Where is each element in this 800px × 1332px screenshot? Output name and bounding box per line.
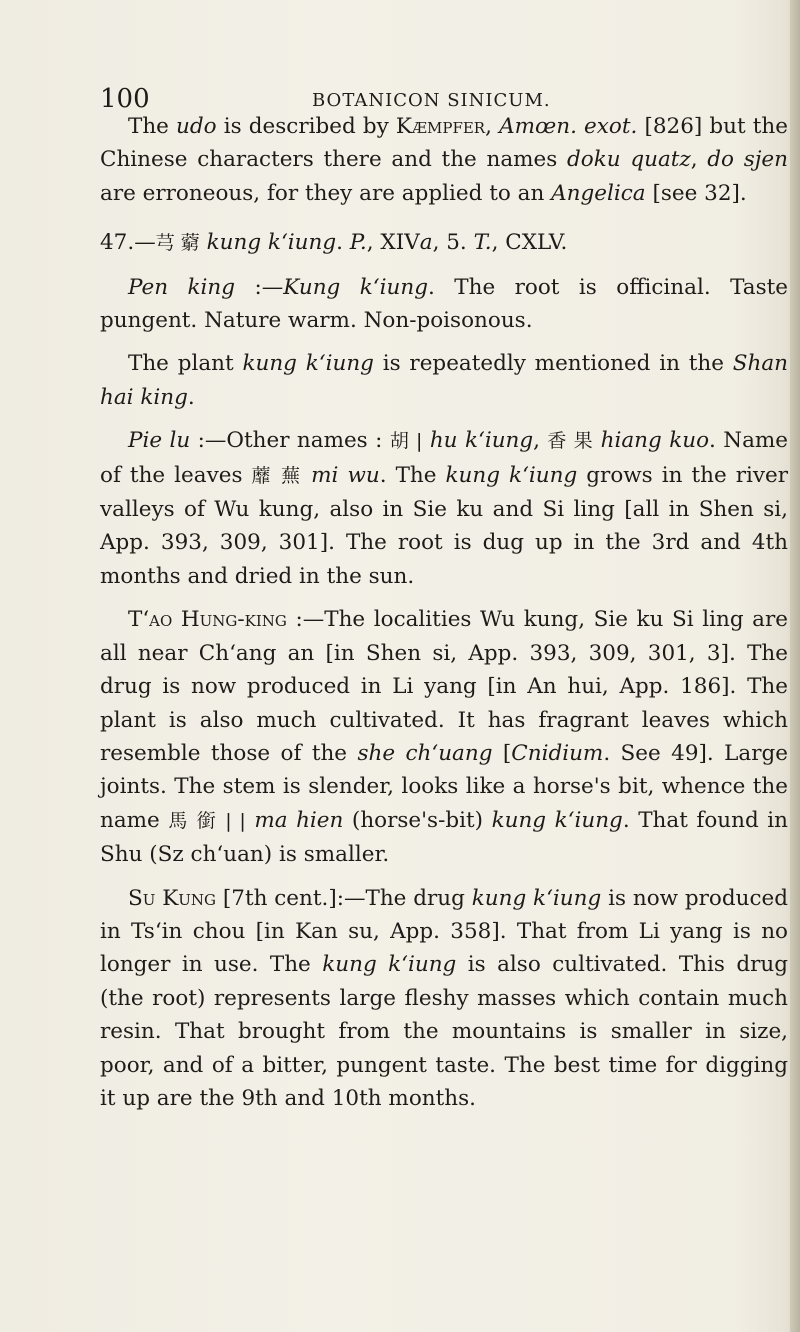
page-edge-shadow bbox=[790, 0, 800, 1332]
paragraph-pen-king: Pen king :—Kung k‘iung. The root is officinal. Taste pungent. Nature warm. Non-poisonous. bbox=[100, 274, 789, 334]
paragraph-udo: The udo is described by Kæmpfer, Amœn. exot. [826] but the Chinese characters there and the names doku quatz, do sjen are erroneous, for they are applied to an Angelica [see 32]. bbox=[100, 114, 789, 206]
chinese-characters: 芎 藭 bbox=[155, 232, 200, 255]
running-head: BOTANICON SINICUM. bbox=[312, 90, 551, 111]
body-text bbox=[100, 110, 788, 1115]
entry-47-heading: 47.—芎 藭 kung k‘iung. P., XIVa, 5. T., CXLV. bbox=[100, 230, 568, 256]
paragraph-tao-hung-king: T‘ao Hung-king :—The localities Wu kung, Sie ku Si ling are all near Ch‘ang an [in Shen si, App. 393, 309, 301, 3]. The drug is now produced in Li yang [in An hui, App. 186]. The plant is also much cultivated. It has fragrant leaves which resemble those of the she ch‘uang [Cnidium. See 49]. Large joints. The stem is slender, looks like a horse's bit, whence the name 馬 銜 | | ma hien (horse's-bit) kung k‘iung. That found in Shu (Sz ch‘uan) is smaller. bbox=[100, 607, 789, 868]
paragraph-pie-lu: Pie lu :—Other names : 胡 | hu k‘iung, 香 果 hiang kuo. Name of the leaves 蘼 蕪 mi wu. The kung k‘iung grows in the river valleys of Wu kung, also in Sie ku and Si ling [all in Shen si, App. 393, 309, 301]. The root is dug up in the 3rd and 4th months and dried in the sun. bbox=[100, 428, 789, 589]
paragraph-su-kung: Su Kung [7th cent.]:—The drug kung k‘iung is now produced in Ts‘in chou [in Kan su, App. 358]. That from Li yang is no longer in use. The kung k‘iung is also cultivated. This drug (the root) represents large fleshy masses which contain much resin. That brought from the mountains is smaller in size, poor, and of a bitter, pungent taste. The best time for digging it up are the 9th and 10th months. bbox=[100, 885, 789, 1111]
paragraph-shan-hai-king: The plant kung k‘iung is repeatedly mentioned in the Shan hai king. bbox=[100, 351, 789, 410]
page-number: 100 bbox=[100, 84, 150, 114]
